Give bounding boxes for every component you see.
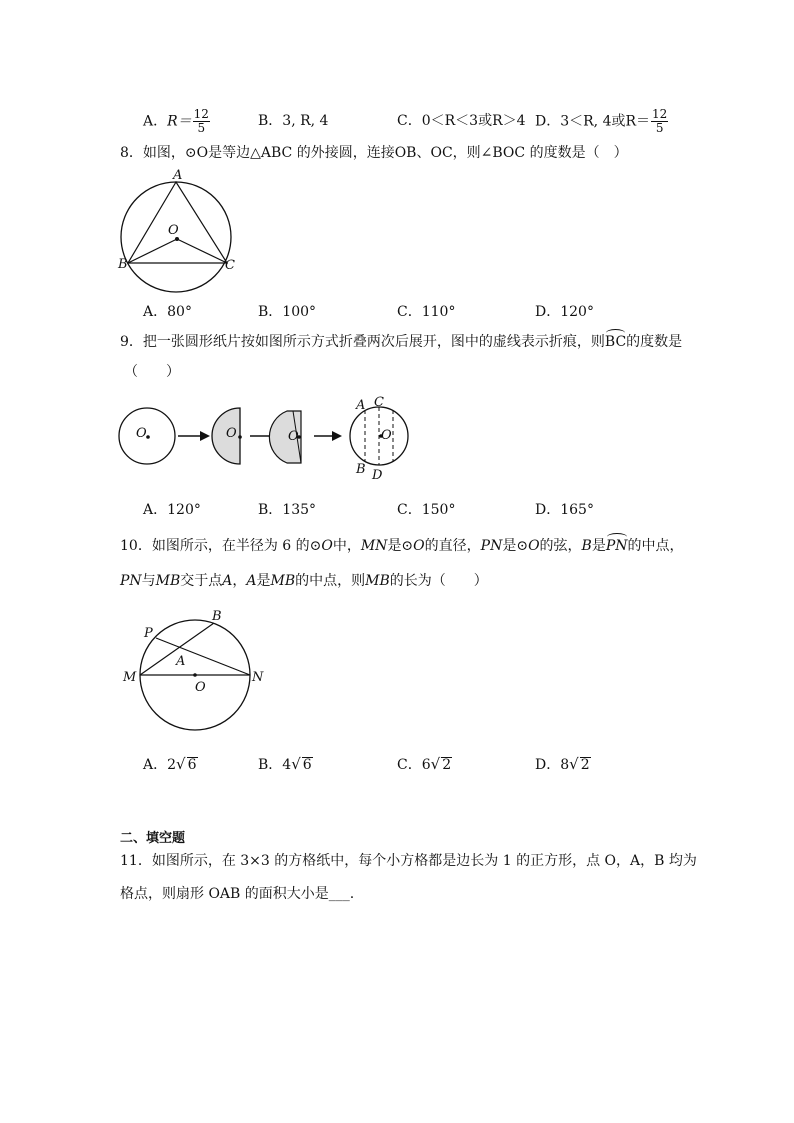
option-text: 3, R, 4: [282, 113, 329, 129]
stem-var: MB: [155, 573, 181, 589]
fraction-denominator: 5: [197, 121, 206, 135]
stem-text: 的中点，则: [295, 573, 366, 589]
q11-stem-line2: 格点，则扇形 OAB 的面积大小是___.: [120, 886, 355, 902]
stem-text: 的中点，: [627, 538, 684, 554]
q10-option-d: [535, 754, 591, 774]
q9-option-d: [535, 499, 594, 519]
q8-figure: [118, 170, 238, 295]
stem-text: 9．把一张圆形纸片按如图所示方式折叠两次后展开，图中的虚线表示折痕，则: [120, 334, 605, 350]
option-radicand: 2: [442, 757, 452, 773]
option-coefficient: 8: [560, 757, 570, 773]
stem-text: 是: [591, 538, 606, 554]
option-text: 165°: [560, 502, 594, 518]
sqrt-icon: √: [291, 755, 301, 773]
chord-pn: [156, 638, 250, 675]
label-o: O: [195, 680, 206, 695]
option-label: C．: [397, 757, 422, 773]
stem-text: 是: [256, 573, 271, 589]
option-label: A．: [143, 757, 168, 773]
stem-var: A: [222, 573, 233, 589]
option-label: D．: [535, 304, 561, 320]
option-label: B．: [258, 113, 283, 129]
option-label: D．: [535, 113, 561, 130]
q11-stem-line1: 11．如图所示，在 3×3 的方格纸中，每个小方格都是边长为 1 的正方形，点 O，A，B 均为: [120, 853, 697, 869]
q10-stem-line2: [120, 571, 488, 591]
label-b: B: [212, 609, 222, 624]
option-text: 120°: [167, 502, 201, 518]
stem-var: PN: [480, 538, 503, 554]
stem-var: O: [528, 538, 540, 554]
q8-option-a: [143, 301, 192, 321]
option-coefficient: 4: [282, 757, 292, 773]
option-label: D．: [535, 502, 561, 518]
section-title: 二、填空题: [120, 831, 186, 846]
option-coefficient: 2: [167, 757, 177, 773]
label-o: O: [288, 429, 299, 444]
q7-option-d: [535, 108, 668, 135]
stem-text: 是⊙: [502, 538, 529, 554]
sqrt-icon: √: [430, 755, 441, 773]
option-text: R＝: [167, 113, 192, 130]
option-text: 0＜R＜3或R＞4: [421, 113, 526, 129]
sqrt-icon: √: [176, 755, 186, 773]
arrow-head-icon: [200, 431, 210, 441]
q10-option-a: [143, 754, 198, 774]
q8-option-b: [258, 301, 316, 321]
label-o: O: [136, 426, 147, 441]
label-d: D: [372, 468, 383, 483]
label-a: A: [176, 654, 186, 669]
option-label: A．: [143, 502, 168, 518]
sqrt-icon: √: [569, 755, 579, 773]
stem-var: O: [321, 538, 333, 554]
option-label: B．: [258, 502, 283, 518]
option-label: D．: [535, 757, 561, 773]
option-coefficient: 6: [421, 757, 431, 773]
label-a: A: [173, 168, 183, 183]
option-label: C．: [397, 502, 422, 518]
option-radicand: 2: [580, 757, 590, 773]
q9-figure: [118, 395, 418, 485]
option-radicand: 6: [302, 757, 312, 773]
stem-text: 的长为（ ）: [389, 573, 488, 589]
stem-text: 是⊙: [387, 538, 414, 554]
q10-figure: [120, 605, 270, 735]
center-point: [146, 435, 150, 439]
label-o: O: [226, 426, 237, 441]
stem-var: MB: [365, 573, 390, 589]
option-text: 150°: [421, 502, 456, 518]
q9-option-b: [258, 499, 316, 519]
option-radicand: 6: [187, 757, 197, 773]
option-label: B．: [258, 304, 283, 320]
option-label: A．: [143, 304, 168, 320]
q8-option-d: [535, 301, 594, 321]
label-o: O: [381, 428, 392, 443]
stem-text: 的弦，: [539, 538, 582, 554]
label-b: B: [118, 257, 128, 272]
label-o: O: [168, 223, 179, 238]
q10-option-b: [258, 754, 313, 774]
fraction-denominator: 5: [655, 121, 664, 135]
option-label: A．: [143, 113, 168, 130]
option-text: 100°: [282, 304, 317, 320]
option-text: 120°: [560, 304, 594, 320]
q9-option-c: [397, 499, 455, 519]
fraction-numerator: 12: [193, 107, 209, 121]
q9-stem: [120, 332, 682, 352]
fraction-numerator: 12: [652, 107, 668, 121]
stem-text: ，: [232, 573, 247, 589]
stem-text: 的直径，: [424, 538, 481, 554]
q9-option-a: [143, 499, 201, 519]
arc-bc: BC: [604, 334, 627, 350]
label-c: C: [374, 395, 384, 410]
q10-stem-line1: [120, 536, 684, 556]
q8-option-c: [397, 301, 455, 321]
q10-option-c: [397, 754, 452, 774]
option-text: 80°: [167, 304, 192, 320]
stem-var: MB: [270, 573, 296, 589]
q7-option-c: [397, 110, 526, 130]
center-point: [193, 673, 197, 677]
stem-text: 10．如图所示，在半径为 6 的⊙: [120, 538, 322, 554]
label-b: B: [356, 462, 366, 477]
option-text: 110°: [421, 304, 456, 320]
q7-option-a: [143, 108, 210, 135]
label-c: C: [225, 258, 235, 273]
fraction: [193, 108, 210, 135]
option-label: B．: [258, 757, 283, 773]
arrow-head-icon: [332, 431, 342, 441]
option-label: C．: [397, 304, 422, 320]
label-n: N: [252, 670, 264, 685]
stem-var: MN: [360, 538, 388, 554]
label-p: P: [144, 626, 153, 641]
stem-text: 的度数是: [626, 334, 683, 350]
center-point: [238, 435, 242, 439]
label-a: A: [356, 398, 366, 413]
fraction: [651, 108, 668, 135]
option-text: 3＜R, 4或R＝: [560, 113, 651, 130]
option-text: 135°: [282, 502, 317, 518]
stem-var: PN: [120, 573, 142, 589]
stem-var: O: [413, 538, 425, 554]
q7-option-b: [258, 110, 328, 130]
label-m: M: [123, 670, 137, 685]
stem-var: A: [246, 573, 257, 589]
stem-text: 交于点: [180, 573, 223, 589]
arc-pn: PN: [605, 538, 628, 554]
q9-answer-paren: （ ）: [124, 364, 180, 380]
stem-text: 与: [141, 573, 156, 589]
stem-var: B: [581, 538, 592, 554]
q8-stem: 8．如图，⊙O是等边△ABC 的外接圆，连接OB、OC，则∠BOC 的度数是（ ）: [120, 145, 628, 161]
option-label: C．: [397, 113, 422, 129]
stem-text: 中，: [332, 538, 361, 554]
